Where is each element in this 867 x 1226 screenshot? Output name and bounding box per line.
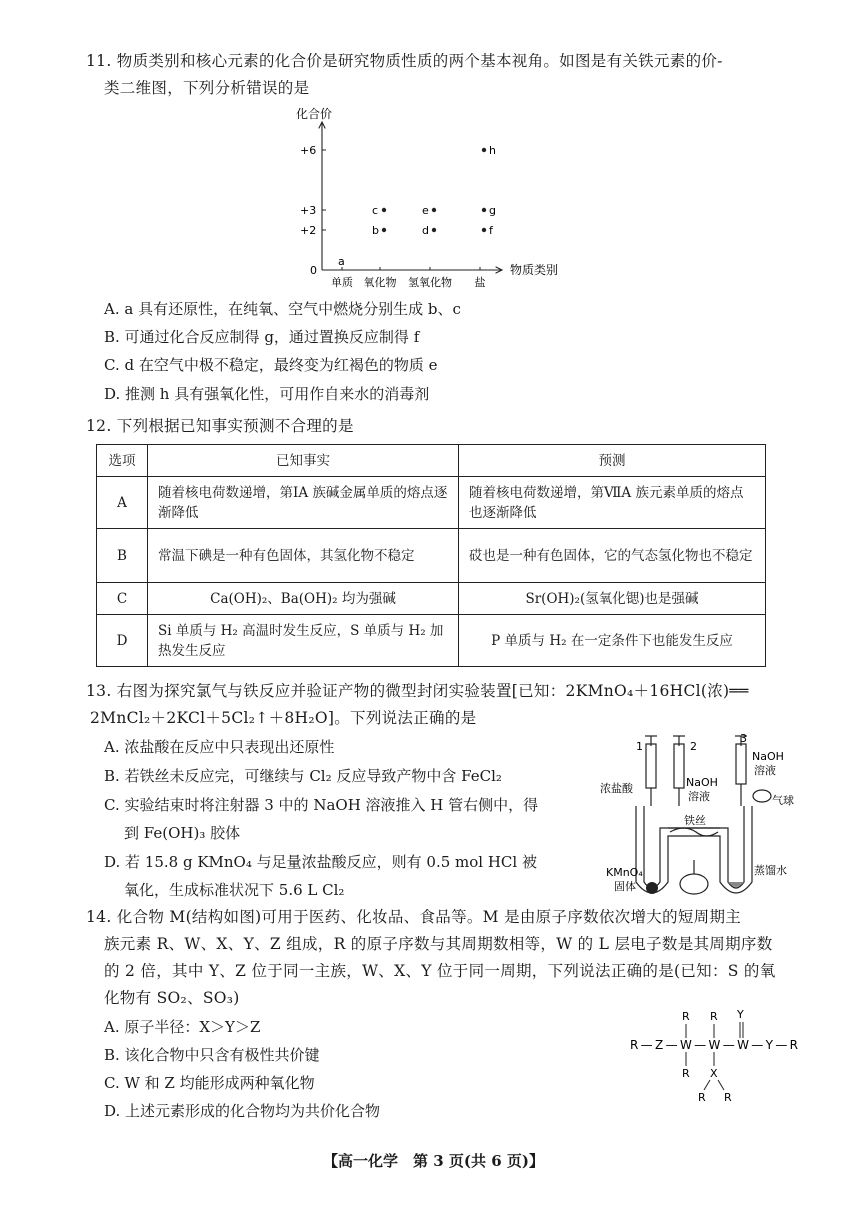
data-point-f [482,228,486,232]
valence-chart [280,100,580,290]
top-r-2: R [710,1010,718,1023]
table-row [97,529,766,583]
x-r-1: R [698,1091,706,1104]
row-c-prediction: Sr(OH)₂(氢氧化锶)也是强碱 [459,583,766,615]
label-conc-hcl: 浓盐酸 [600,782,633,795]
data-point-label-e: e [422,204,429,217]
q12-stem: 12. 下列根据已知事实预测不合理的是 [86,417,354,435]
table-header-row [97,445,766,477]
data-point-label-b: b [372,224,379,237]
syringe-3 [736,744,746,784]
data-point-label-h: h [489,144,496,157]
data-point-h [482,148,486,152]
data-point-label-g: g [489,204,496,217]
data-point-label-f: f [489,224,493,237]
row-c-option: C [97,583,148,615]
label-solid: 固体 [614,880,636,893]
bottom-x: X [710,1067,718,1080]
label-3: 3 [740,732,747,745]
top-y: Y [737,1008,744,1021]
row-d-prediction: P 单质与 H₂ 在一定条件下也能发生反应 [459,615,766,667]
alcohol-lamp [680,874,708,894]
syringe-2 [674,744,684,788]
q13-option-a: A. 浓盐酸在反应中只表现出还原性 [104,738,335,756]
data-point-c [382,208,386,212]
data-point-e [432,208,436,212]
label-distilled-water: 蒸馏水 [754,864,787,877]
q12-table [96,444,766,667]
row-c-fact: Ca(OH)₂、Ba(OH)₂ 均为强碱 [148,583,459,615]
q14-option-b: B. 该化合物中只含有极性共价键 [104,1046,320,1064]
q11-option-a: A. a 具有还原性，在纯氧、空气中燃烧分别生成 b、c [104,300,461,318]
q11-option-b: B. 可通过化合反应制得 g，通过置换反应制得 f [104,328,420,346]
q13-option-d-line2: 氧化，生成标准状况下 5.6 L Cl₂ [124,881,345,899]
q11-option-d: D. 推测 h 具有强氧化性，可用作自来水的消毒剂 [104,385,430,403]
x-tick-label: 盐 [474,276,486,289]
label-solution-right: 溶液 [754,764,776,777]
header-known-fact: 已知事实 [148,445,459,477]
top-r-1: R [682,1010,690,1023]
q14-stem-line1: 14. 化合物 M(结构如图)可用于医药、化妆品、食品等。M 是由原子序数依次增大的短周期主 [86,908,742,926]
q11-stem-line2: 类二维图，下列分析错误的是 [104,79,310,97]
label-naoh-right: NaOH [752,750,784,763]
syringe-1 [646,744,656,788]
data-point-d [432,228,436,232]
y-tick-label: +6 [300,144,317,157]
row-d-fact: Si 单质与 H₂ 高温时发生反应，S 单质与 H₂ 加热发生反应 [148,615,459,667]
x-axis-label: 物质类别 [510,263,559,277]
x-tick-label: 氧化物 [363,276,397,289]
data-point-label-a: a [338,255,345,268]
row-a-option: A [97,477,148,529]
x-tick-label: 氢氧化物 [408,276,452,289]
row-b-option: B [97,529,148,583]
q13-option-d-line1: D. 若 15.8 g KMnO₄ 与足量浓盐酸反应，则有 0.5 mol HCl 被 [104,853,537,871]
molecule-structure [630,1008,810,1104]
y-tick-label: +2 [300,224,317,237]
bottom-r: R [682,1067,690,1080]
apparatus-figure [600,732,810,900]
q11-stem-line1: 11. 物质类别和核心元素的化合价是研究物质性质的两个基本视角。如图是有关铁元素的价- [86,52,723,70]
table-row [97,477,766,529]
x-r-2: R [724,1091,732,1104]
table-row [97,583,766,615]
label-naoh-mid: NaOH [686,776,718,789]
q14-option-c: C. W 和 Z 均能形成两种氧化物 [104,1074,315,1092]
row-a-fact: 随着核电荷数递增，第ⅠA 族碱金属单质的熔点逐渐降低 [148,477,459,529]
row-a-prediction: 随着核电荷数递增，第ⅦA 族元素单质的熔点也逐渐降低 [459,477,766,529]
header-prediction: 预测 [459,445,766,477]
iron-wire [670,828,718,836]
x-tick-label: 单质 [331,276,353,289]
q13-stem-line1: 13. 右图为探究氯气与铁反应并验证产物的微型封闭实验装置[已知：2KMnO₄＋16HCl(浓)══ [86,682,749,700]
q13-option-b: B. 若铁丝未反应完，可继续与 Cl₂ 反应导致产物中含 FeCl₂ [104,767,502,785]
y-tick-label: +3 [300,204,317,217]
q13-stem-line2: 2MnCl₂＋2KCl＋5Cl₂↑＋8H₂O]。下列说法正确的是 [90,709,477,727]
y-tick-label: 0 [310,264,317,277]
data-point-b [382,228,386,232]
q14-stem-line4: 化物有 SO₂、SO₃) [104,989,240,1007]
q14-stem-line3: 的 2 倍，其中 Y、Z 位于同一主族，W、X、Y 位于同一周期，下列说法正确的是(已知：S 的氧 [104,962,776,980]
row-b-prediction: 砹也是一种有色固体，它的气态氢化物也不稳定 [459,529,766,583]
label-1: 1 [636,740,643,753]
label-2: 2 [690,740,697,753]
row-b-fact: 常温下碘是一种有色固体，其氢化物不稳定 [148,529,459,583]
balloon [753,790,771,802]
page-footer: 【高一化学 第 3 页(共 6 页)】 [323,1152,544,1170]
y-axis-label: 化合价 [296,107,333,121]
data-point-g [482,208,486,212]
q13-option-c-line2: 到 Fe(OH)₃ 胶体 [124,824,241,842]
main-chain: R—Z—W—W—W—Y—R [630,1038,798,1052]
label-balloon: 气球 [772,794,794,807]
header-option: 选项 [97,445,148,477]
label-solution-mid: 溶液 [688,790,710,803]
data-point-label-d: d [422,224,429,237]
q14-stem-line2: 族元素 R、W、X、Y、Z 组成，R 的原子序数与其周期数相等，W 的 L 层电子数是其周期序数 [104,935,773,953]
label-kmno4: KMnO₄ [606,866,643,879]
q14-option-a: A. 原子半径：X＞Y＞Z [104,1018,261,1036]
kmno4-solid [646,882,658,894]
q11-option-c: C. d 在空气中极不稳定，最终变为红褐色的物质 e [104,356,438,374]
distilled-water [728,882,744,887]
q13-option-c-line1: C. 实验结束时将注射器 3 中的 NaOH 溶液推入 H 管右侧中，得 [104,796,539,814]
q14-option-d: D. 上述元素形成的化合物均为共价化合物 [104,1102,381,1120]
table-row [97,615,766,667]
label-iron-wire: 铁丝 [684,814,706,827]
data-point-label-c: c [372,204,379,217]
row-d-option: D [97,615,148,667]
